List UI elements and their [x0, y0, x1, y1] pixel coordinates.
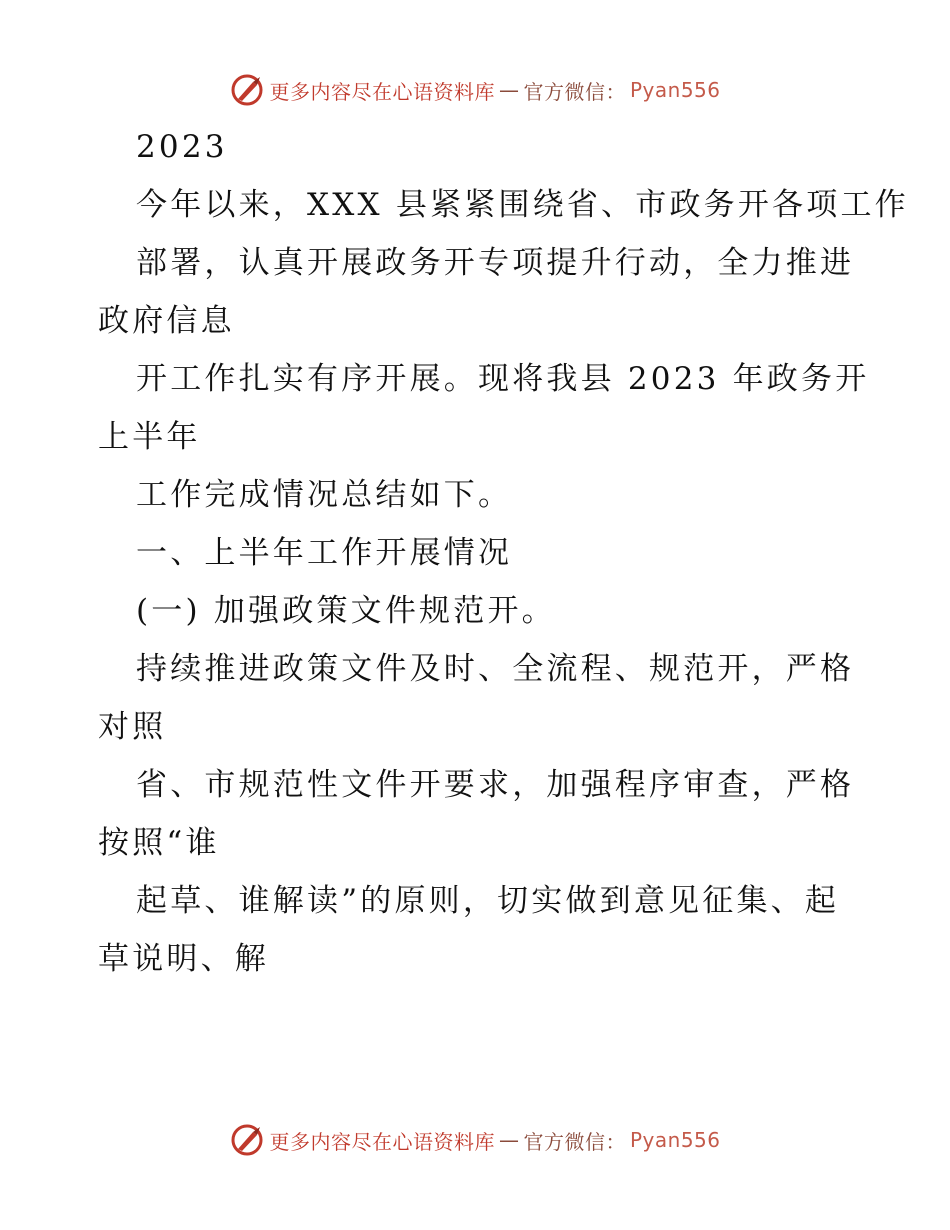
- text-line: 部署，认真开展政务开专项提升行动，全力推进: [136, 245, 855, 281]
- paragraph-review: [98, 756, 858, 872]
- text-line: 省、市规范性文件开要求，加强程序审查，严格: [136, 767, 855, 803]
- paragraph-summary-intro: [98, 466, 858, 524]
- footer-watermark: [0, 1120, 950, 1160]
- paragraph-intro: [98, 176, 909, 234]
- watermark-separator: —: [498, 1128, 520, 1152]
- text-line: 今年以来，XXX 县紧紧围绕省、市政务开各项工作: [136, 187, 909, 223]
- watermark-site-text: 更多内容尽在心语资料库: [269, 79, 495, 104]
- text-line: 对照: [98, 709, 167, 745]
- text-line: 工作完成情况总结如下。: [136, 477, 513, 513]
- text-line: 2023: [136, 129, 228, 165]
- subsection-heading-1: [98, 582, 858, 640]
- paragraph-year: [98, 118, 858, 176]
- text-line: 一、上半年工作开展情况: [136, 535, 513, 571]
- watermark-site-text: 更多内容尽在心语资料库: [269, 1129, 495, 1154]
- document-body: [98, 118, 909, 988]
- quill-logo-icon: [229, 72, 265, 108]
- watermark-wechat-label: 官方微信：: [523, 79, 626, 104]
- text-line: 上半年: [98, 419, 201, 455]
- watermark-wechat-id: Pyan556: [629, 1128, 721, 1152]
- text-line: 持续推进政策文件及时、全流程、规范开，严格: [136, 651, 855, 687]
- text-line: 按照“谁: [98, 825, 220, 861]
- watermark-separator: —: [498, 78, 520, 102]
- text-line: (一) 加强政策文件规范开。: [136, 593, 556, 629]
- text-line: 草说明、解: [98, 941, 269, 977]
- quill-logo-icon: [229, 1122, 265, 1158]
- paragraph-policy-files: [98, 640, 858, 756]
- section-heading-1: [98, 524, 858, 582]
- watermark-wechat-id: Pyan556: [629, 78, 721, 102]
- text-line: 起草、谁解读”的原则，切实做到意见征集、起: [136, 883, 840, 919]
- text-line: 开工作扎实有序开展。现将我县 2023 年政务开: [136, 361, 870, 397]
- paragraph-progress: [98, 350, 870, 466]
- watermark-wechat-label: 官方微信：: [523, 1129, 626, 1154]
- text-line: 政府信息: [98, 303, 235, 339]
- paragraph-deployment: [98, 234, 858, 350]
- header-watermark: [0, 70, 950, 110]
- paragraph-principle: [98, 872, 858, 988]
